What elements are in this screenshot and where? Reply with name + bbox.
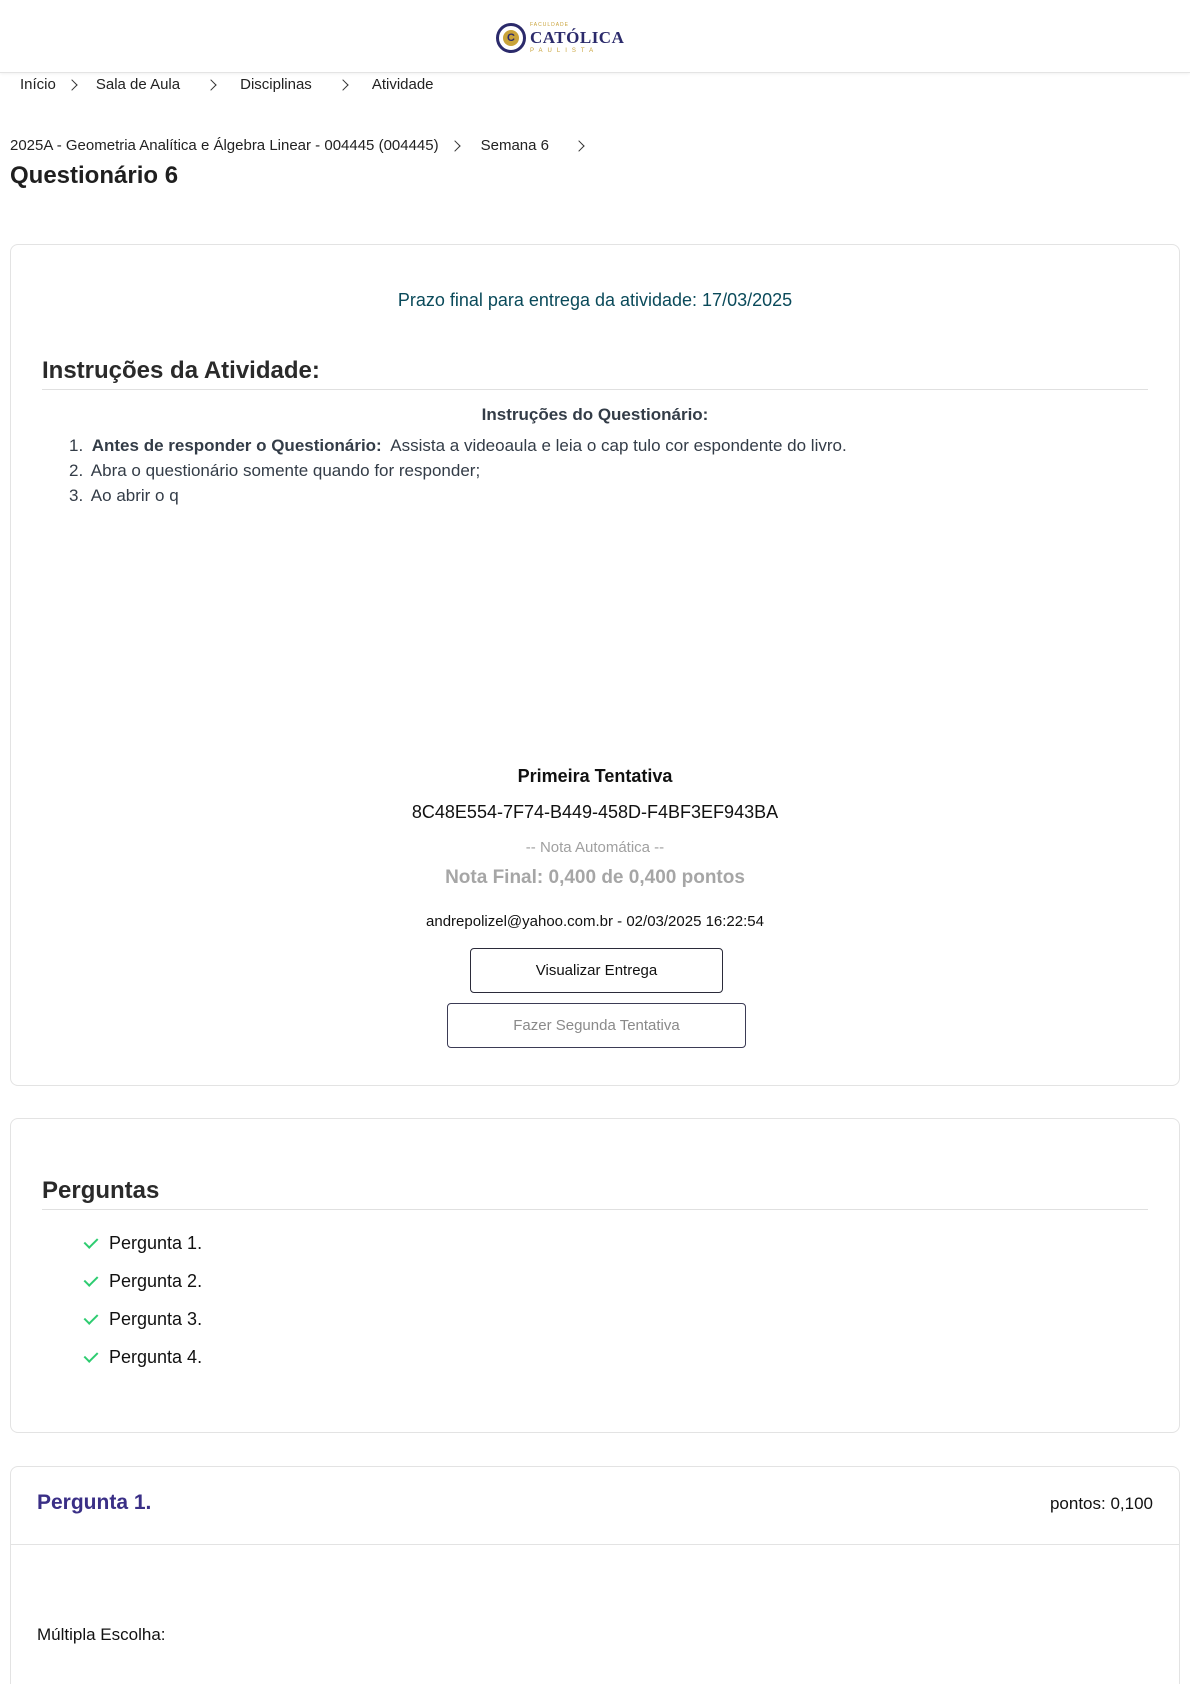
check-icon — [84, 1234, 99, 1249]
view-submission-button[interactable]: Visualizar Entrega — [470, 948, 723, 993]
breadcrumb-sala-de-aula[interactable]: Sala de Aula — [95, 76, 181, 93]
question-type: Múltipla Escolha: — [37, 1625, 166, 1644]
instructions-title: Instruções do Questionário: — [481, 405, 709, 424]
check-icon — [84, 1272, 99, 1287]
breadcrumb-week[interactable]: Semana 6 — [480, 137, 550, 154]
attempt-title: Primeira Tentativa — [517, 766, 673, 786]
instructions-heading: Instruções da Atividade: — [42, 357, 1148, 390]
auto-grade-label: -- Nota Automática -- — [525, 839, 665, 856]
chevron-right-icon — [205, 79, 216, 90]
activity-card — [10, 244, 1180, 1086]
final-grade: Nota Final: 0,400 de 0,400 pontos — [445, 867, 745, 888]
question-points: pontos: 0,100 — [1049, 1494, 1153, 1513]
question-title: Pergunta 1. — [37, 1491, 152, 1514]
submission-info: andrepolizel@yahoo.com.br - 02/03/2025 16:22:54 — [426, 913, 764, 930]
logo-letter: C — [503, 30, 519, 46]
breadcrumb-course[interactable]: 2025A - Geometria Analítica e Álgebra Linear - 004445 (004445) — [10, 137, 439, 154]
logo[interactable] — [496, 22, 624, 54]
check-icon — [84, 1348, 99, 1363]
question-link-1[interactable]: Pergunta 1. — [85, 1224, 202, 1262]
check-icon — [84, 1310, 99, 1325]
second-attempt-button[interactable]: Fazer Segunda Tentativa — [447, 1003, 746, 1048]
logo-main-text: CATÓLICA — [530, 28, 625, 47]
logo-small-text: FACULDADE — [530, 22, 570, 28]
list-item: 2. Abra o questionário somente quando for responder; — [69, 461, 481, 480]
breadcrumb-inicio[interactable]: Início — [20, 76, 56, 93]
logo-icon — [496, 23, 526, 53]
course-breadcrumb — [10, 137, 583, 154]
chevron-right-icon — [573, 140, 584, 151]
question-link-4[interactable]: Pergunta 4. — [85, 1338, 202, 1376]
breadcrumb — [20, 76, 434, 93]
question-link-3[interactable]: Pergunta 3. — [85, 1300, 202, 1338]
questions-card — [10, 1118, 1180, 1433]
chevron-right-icon — [449, 140, 460, 151]
deadline-text: Prazo final para entrega da atividade: 17/03/2025 — [397, 290, 793, 310]
list-item: 1. Antes de responder o Questionário: Assista a videoaula e leia o cap tulo cor espondente do livro. — [69, 436, 847, 455]
questions-heading: Perguntas — [42, 1177, 1148, 1210]
instructions-list — [69, 433, 847, 508]
logo-sub-text: PAULISTA — [530, 48, 599, 54]
attempt-id: 8C48E554-7F74-B449-458D-F4BF3EF943BA — [411, 802, 779, 822]
chevron-right-icon — [66, 79, 77, 90]
breadcrumb-atividade[interactable]: Atividade — [371, 76, 434, 93]
breadcrumb-disciplinas[interactable]: Disciplinas — [240, 76, 312, 93]
chevron-right-icon — [337, 79, 348, 90]
list-item: 3. Ao abrir o q — [69, 486, 179, 505]
question-header — [11, 1467, 1179, 1545]
question-card — [10, 1466, 1180, 1684]
top-bar — [0, 0, 1190, 73]
page-title: Questionário 6 — [10, 162, 179, 189]
questions-list — [85, 1224, 202, 1376]
question-link-2[interactable]: Pergunta 2. — [85, 1262, 202, 1300]
